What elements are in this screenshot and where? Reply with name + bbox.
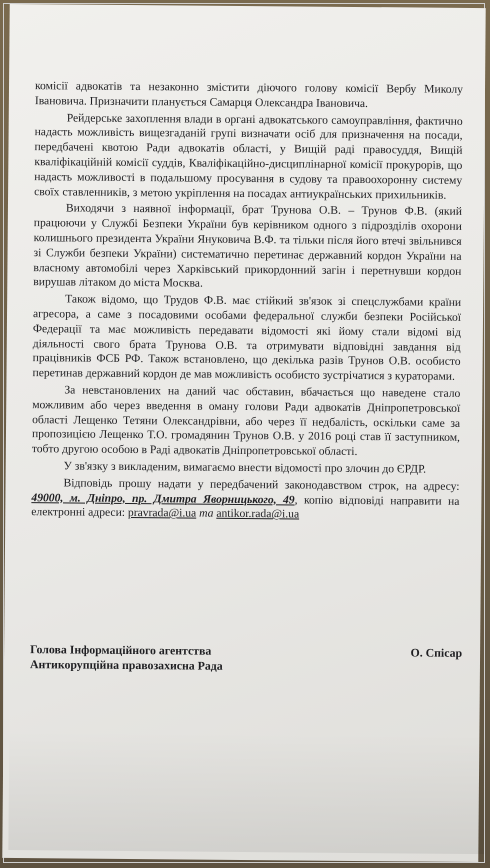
paragraph-5: За невстановлених на даний час обставин, вбачається що наведене стало можливим або через введення в оману голови Ради адвокатів Дніпропетровської області Лещенко Тетяни Олександрівни, або через її недбалість, оскільки саме за пропозицією Лещенко Т.О. громадянин Трунов О.В. у 2016 році став її заступником, тобто другою особою в Раді адвокатів Дніпропетровської області. xyxy=(31,383,461,459)
paragraph-3: Виходячи з наявної інформації, брат Трунова О.В. – Трунов Ф.В. (який працюючи у Службі Безпеки України був керівником одного з підрозділів охорони колишнього президента України Януковича В.Ф. та тільки після його втечі звільнився зі Служби безпеки України) систематично перетинає державний кордон України на власному автомобілі через Харківський прикордонний загін і перетнувши кордон вирушав літаком до міста Москва. xyxy=(33,201,462,290)
email-address-1: pravrada@i.ua xyxy=(127,506,197,520)
paragraph-2: Рейдерське захоплення влади в органі адвокатського самоуправління, фактично надасть можливість вищезгаданій групі визначати осіб для призначення на посади, передбачені квотою Ради адвокатів області, у Вищій раді правосуддя, Вищій кваліфікаційній комісії суддів, Кваліфікаційно-дисциплінарної комісії прокурорів, що надасть можливості в подальшому просування в судову та правоохоронну систему своїх ставленників, з метою укріплення на посадах антиукраїнських прихильників. xyxy=(34,111,463,202)
signer-name: О. Спісар xyxy=(410,645,463,660)
postal-address: 49000, м. Дніпро, пр. Дмитра Яворницького, 49 xyxy=(31,490,295,506)
document-body xyxy=(31,79,463,526)
signer-title-line-2: Антикорупційна правозахисна Рада xyxy=(29,657,223,673)
email-address-2: antikor.rada@i.ua xyxy=(216,507,300,521)
conjunction-text: та xyxy=(196,506,217,521)
reply-copy-text: , копію відповіді направити на електронні адреси: xyxy=(31,492,460,520)
reply-request-text: Відповідь прошу надати у передбачений законодавством строк, на адресу: xyxy=(63,476,460,493)
paragraph-1: комісії адвокатів та незаконно змістити діючого голову комісії Вербу Миколу Івановича. Призначити планується Самарця Олександра Івановича. xyxy=(34,79,464,110)
paragraph-7 xyxy=(31,476,459,524)
signer-title-line-1: Голова Інформаційного агентства xyxy=(30,642,212,658)
page-shadow xyxy=(8,730,485,854)
paragraph-6: У зв'язку з викладеним, вимагаємо внести відомості про злочин до ЄРДР. xyxy=(63,459,427,476)
paragraph-4: Також відомо, що Трудов Ф.В. має стійкий зв'язок зі спецслужбами країни агресора, а саме з посадовими особами федеральної служби безпеки Російської Федерації та має можливість передавати відомості які йому стали відомі від діяльності свого брата Трунова О.В. та отримувати відповідні завдання від працівників ФСБ РФ. Також встановлено, що декілька разів Трунов О.В. особисто перетинав державний кордон де мав можливість особисто зустрічатися з кураторами. xyxy=(32,292,462,383)
signature-block xyxy=(30,642,462,676)
document-page xyxy=(2,4,485,862)
